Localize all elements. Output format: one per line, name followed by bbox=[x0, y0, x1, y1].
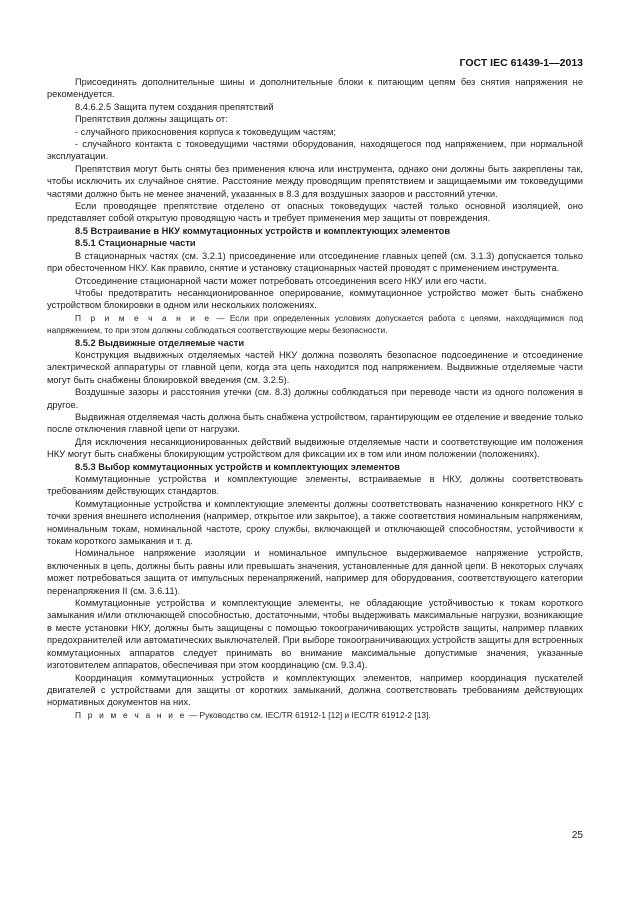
section-heading: 8.5.1 Стационарные части bbox=[75, 238, 196, 249]
section-heading: 8.5.3 Выбор коммутационных устройств и комплектующих элементов bbox=[75, 461, 401, 472]
body-paragraph: Выдвижная отделяемая часть должна быть снабжена устройством, гарантирующим ее отделение и введение только после отключения главной цепи от нагрузки. bbox=[47, 411, 583, 435]
note-paragraph bbox=[47, 312, 583, 337]
body-paragraph: Препятствия должны защищать от: bbox=[75, 114, 228, 125]
body-paragraph: Координация коммутационных устройств и комплектующих элементов, например координация пускателей двигателей с устройствами для защиты от коротких замыканий, должна соответствовать требованиям действующих нормативных документов на них. bbox=[47, 672, 583, 708]
body-paragraph: - случайного прикосновения корпуса к токоведущим частям; bbox=[75, 126, 336, 137]
body-paragraph: Конструкция выдвижных отделяемых частей НКУ должна позволять безопасное подсоединение и отсоединение электрической аппаратуры от главной цепи, когда эта цепь находится под напряжением. Выдвижные отделяемые части могут быть снабжены блокировкой введения (см. 3.2.5). bbox=[47, 349, 583, 385]
note-paragraph bbox=[47, 709, 583, 721]
body-paragraph: Номинальное напряжение изоляции и номинальное импульсное выдерживаемое напряжение устройств, включенных в цепь, должны быть равны или превышать значения, установленные для данной цепи. В некоторых случаях может потребоваться защита от импульсных перенапряжений, например для оборудования, соответствующего категории перенапряжения II (см. 3.6.11). bbox=[47, 548, 583, 596]
document-body bbox=[47, 76, 583, 721]
body-paragraph: Для исключения несанкционированных действий выдвижные отделяемые части и соответствующие им положения НКУ могут быть снабжены блокирующим устройством для фиксации их в том или ином положении (положениях). bbox=[47, 436, 583, 460]
body-paragraph: Воздушные зазоры и расстояния утечки (см. 8.3) должны соблюдаться при переводе части из одного положения в другое. bbox=[47, 387, 583, 410]
body-paragraph: Препятствия могут быть сняты без применения ключа или инструмента, однако они должны быть закреплены так, чтобы исключить их случайное снятие. Расстояние между проводящим препятствием и защищаемыми им токоведущими частями должно быть не менее значений, указанных в 8.3 для воздушных зазоров и расстояний утечки. bbox=[47, 163, 583, 199]
page-number: 25 bbox=[571, 830, 583, 841]
document-header: ГОСТ IEC 61439-1—2013 bbox=[459, 57, 583, 69]
note-label: П р и м е ч а н и е bbox=[75, 709, 187, 720]
body-paragraph: Если проводящее препятствие отделено от опасных токоведущих частей только основной изоляцией, оно представляет собой открытую проводящую часть и требует применения мер защиты от повреждения. bbox=[47, 201, 583, 224]
note-text: — Руководство см. IEC/TR 61912-1 [12] и IEC/TR 61912-2 [13]. bbox=[186, 709, 431, 720]
note-label: П р и м е ч а н и е bbox=[75, 312, 212, 323]
body-paragraph: Коммутационные устройства и комплектующие элементы, не обладающие устойчивостью к токам короткого замыкания и/или отключающей способностью, достаточными, чтобы выдерживать максимальные нагрузки, возникающие в месте установки НКУ, должны быть защищены с помощью токоограничивающих устройств защиты, например плавких предохранителей или автоматических выключателей. При выборе токоограничивающих устройств защиты для встроенных коммутационных аппаратов следует принимать во внимание максимальные допустимые значения, указанные изготовителем аппаратов, обеспечивая при этом координацию (см. 9.3.4). bbox=[47, 598, 583, 671]
body-paragraph: Чтобы предотвратить несанкционированное оперирование, коммутационное устройство может быть снабжено устройством блокировки в одном или нескольких положениях. bbox=[47, 287, 583, 311]
section-heading: 8.5 Встраивание в НКУ коммутационных устройств и комплектующих элементов bbox=[75, 225, 451, 236]
section-heading: 8.5.2 Выдвижные отделяемые части bbox=[75, 337, 245, 348]
body-paragraph: Отсоединение стационарной части может потребовать отсоединения всего НКУ или его части. bbox=[75, 275, 487, 286]
body-paragraph: Присоединять дополнительные шины и дополнительные блоки к питающим цепям без снятия напряжения не рекомендуется. bbox=[47, 77, 583, 100]
body-paragraph: Коммутационные устройства и комплектующие элементы, встраиваемые в НКУ, должны соответствовать требованиям действующих стандартов. bbox=[47, 474, 583, 497]
body-paragraph: 8.4.6.2.5 Защита путем создания препятствий bbox=[75, 101, 274, 112]
body-paragraph: - случайного контакта с токоведущими частями оборудования, находящегося под напряжением, при нормальной эксплуатации. bbox=[47, 139, 583, 162]
body-paragraph: Коммутационные устройства и комплектующие элементы должны соответствовать назначению конкретного НКУ с точки зрения внешнего исполнения (например, открытое или закрытое), а также соответствия номинальным напряжениям, номинальным токам, номинальной частоте, сроку службы, включающей и отключающей способностям, устойчивости к токам короткого замыкания и т. д. bbox=[47, 498, 583, 547]
note-text: — Если при определенных условиях допускается работа с цепями, находящимися под напряжением, то при этом должны соблюдаться соответствующие меры безопасности. bbox=[47, 312, 583, 336]
body-paragraph: В стационарных частях (см. 3.2.1) присоединение или отсоединение главных цепей (см. 3.1.3) допускается только при обесточенном НКУ. Как правило, снятие и установку стационарных частей проводят с применением инструмента. bbox=[47, 250, 583, 274]
